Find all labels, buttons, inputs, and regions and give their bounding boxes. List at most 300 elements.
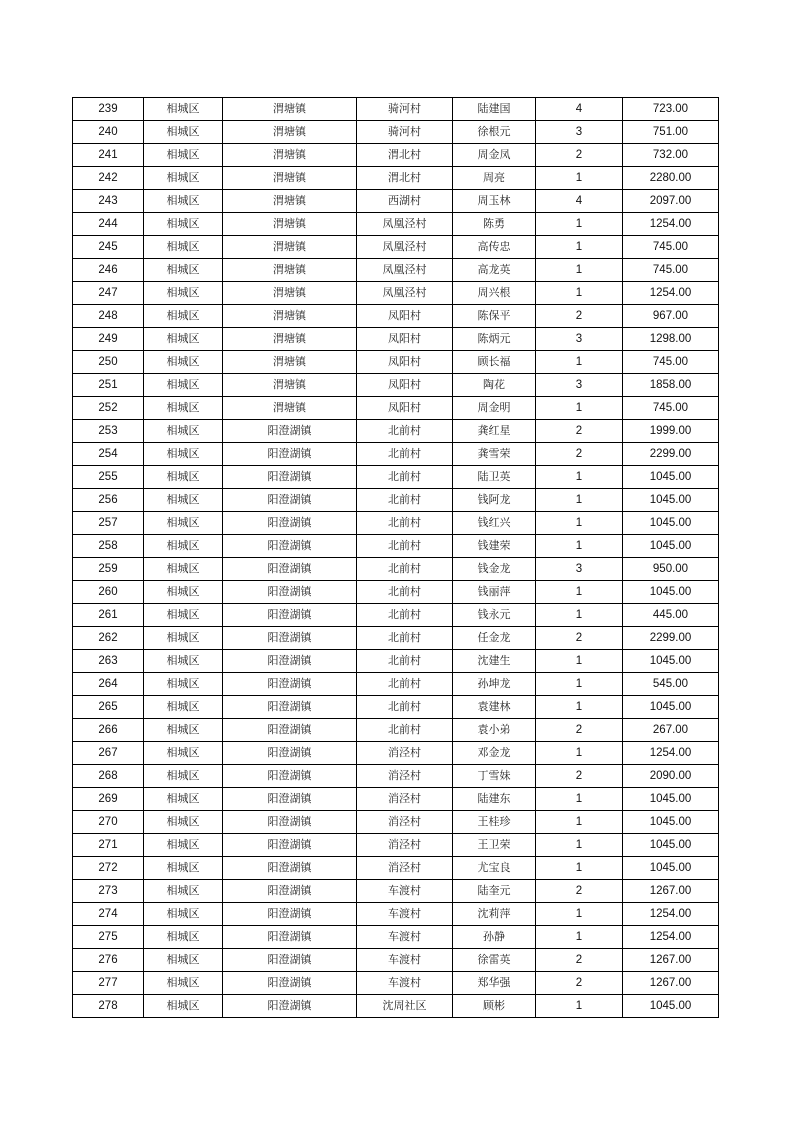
table-row bbox=[73, 98, 719, 121]
village-cell: 凤凰泾村 bbox=[357, 236, 453, 259]
row-number-cell: 274 bbox=[73, 903, 144, 926]
table-row bbox=[73, 466, 719, 489]
amount-cell: 1254.00 bbox=[623, 903, 719, 926]
amount-cell: 1045.00 bbox=[623, 788, 719, 811]
town-cell: 渭塘镇 bbox=[223, 397, 357, 420]
household-count-cell: 1 bbox=[536, 397, 623, 420]
household-count-cell: 3 bbox=[536, 121, 623, 144]
town-cell: 阳澄湖镇 bbox=[223, 834, 357, 857]
amount-cell: 745.00 bbox=[623, 236, 719, 259]
town-cell: 渭塘镇 bbox=[223, 328, 357, 351]
row-number-cell: 244 bbox=[73, 213, 144, 236]
town-cell: 渭塘镇 bbox=[223, 213, 357, 236]
household-count-cell: 1 bbox=[536, 788, 623, 811]
household-count-cell: 1 bbox=[536, 696, 623, 719]
town-cell: 渭塘镇 bbox=[223, 236, 357, 259]
amount-cell: 1045.00 bbox=[623, 857, 719, 880]
town-cell: 渭塘镇 bbox=[223, 167, 357, 190]
village-cell: 北前村 bbox=[357, 420, 453, 443]
amount-cell: 751.00 bbox=[623, 121, 719, 144]
amount-cell: 1254.00 bbox=[623, 926, 719, 949]
table-row bbox=[73, 121, 719, 144]
town-cell: 阳澄湖镇 bbox=[223, 880, 357, 903]
amount-cell: 1045.00 bbox=[623, 535, 719, 558]
district-cell: 相城区 bbox=[144, 466, 223, 489]
amount-cell: 723.00 bbox=[623, 98, 719, 121]
town-cell: 阳澄湖镇 bbox=[223, 512, 357, 535]
village-cell: 凤凰泾村 bbox=[357, 282, 453, 305]
amount-cell: 2097.00 bbox=[623, 190, 719, 213]
amount-cell: 1045.00 bbox=[623, 581, 719, 604]
row-number-cell: 258 bbox=[73, 535, 144, 558]
name-cell: 沈建生 bbox=[453, 650, 536, 673]
town-cell: 阳澄湖镇 bbox=[223, 903, 357, 926]
table-row bbox=[73, 742, 719, 765]
village-cell: 渭北村 bbox=[357, 144, 453, 167]
household-count-cell: 1 bbox=[536, 213, 623, 236]
district-cell: 相城区 bbox=[144, 397, 223, 420]
household-count-cell: 3 bbox=[536, 328, 623, 351]
town-cell: 渭塘镇 bbox=[223, 98, 357, 121]
household-count-cell: 2 bbox=[536, 880, 623, 903]
amount-cell: 1254.00 bbox=[623, 282, 719, 305]
row-number-cell: 268 bbox=[73, 765, 144, 788]
amount-cell: 1999.00 bbox=[623, 420, 719, 443]
amount-cell: 1254.00 bbox=[623, 742, 719, 765]
amount-cell: 1267.00 bbox=[623, 972, 719, 995]
table-row bbox=[73, 535, 719, 558]
row-number-cell: 247 bbox=[73, 282, 144, 305]
village-cell: 凤阳村 bbox=[357, 374, 453, 397]
household-count-cell: 1 bbox=[536, 926, 623, 949]
village-cell: 骑河村 bbox=[357, 121, 453, 144]
household-count-cell: 1 bbox=[536, 903, 623, 926]
district-cell: 相城区 bbox=[144, 995, 223, 1018]
village-cell: 北前村 bbox=[357, 535, 453, 558]
row-number-cell: 263 bbox=[73, 650, 144, 673]
table-row bbox=[73, 604, 719, 627]
household-count-cell: 1 bbox=[536, 604, 623, 627]
row-number-cell: 276 bbox=[73, 949, 144, 972]
table-row bbox=[73, 880, 719, 903]
district-cell: 相城区 bbox=[144, 374, 223, 397]
town-cell: 阳澄湖镇 bbox=[223, 466, 357, 489]
village-cell: 凤凰泾村 bbox=[357, 259, 453, 282]
district-cell: 相城区 bbox=[144, 880, 223, 903]
amount-cell: 732.00 bbox=[623, 144, 719, 167]
name-cell: 陶花 bbox=[453, 374, 536, 397]
table-row bbox=[73, 834, 719, 857]
district-cell: 相城区 bbox=[144, 351, 223, 374]
table-row bbox=[73, 305, 719, 328]
row-number-cell: 272 bbox=[73, 857, 144, 880]
village-cell: 北前村 bbox=[357, 581, 453, 604]
name-cell: 陆奎元 bbox=[453, 880, 536, 903]
table-row bbox=[73, 489, 719, 512]
name-cell: 周玉林 bbox=[453, 190, 536, 213]
row-number-cell: 259 bbox=[73, 558, 144, 581]
district-cell: 相城区 bbox=[144, 604, 223, 627]
name-cell: 钱永元 bbox=[453, 604, 536, 627]
table-row bbox=[73, 972, 719, 995]
name-cell: 徐根元 bbox=[453, 121, 536, 144]
household-count-cell: 1 bbox=[536, 673, 623, 696]
table-row bbox=[73, 926, 719, 949]
row-number-cell: 256 bbox=[73, 489, 144, 512]
town-cell: 阳澄湖镇 bbox=[223, 443, 357, 466]
amount-cell: 745.00 bbox=[623, 351, 719, 374]
village-cell: 消泾村 bbox=[357, 788, 453, 811]
amount-cell: 1298.00 bbox=[623, 328, 719, 351]
name-cell: 周兴根 bbox=[453, 282, 536, 305]
table-row bbox=[73, 374, 719, 397]
name-cell: 周金凤 bbox=[453, 144, 536, 167]
town-cell: 渭塘镇 bbox=[223, 282, 357, 305]
town-cell: 阳澄湖镇 bbox=[223, 742, 357, 765]
household-count-cell: 1 bbox=[536, 282, 623, 305]
name-cell: 王卫荣 bbox=[453, 834, 536, 857]
amount-cell: 1267.00 bbox=[623, 949, 719, 972]
name-cell: 任金龙 bbox=[453, 627, 536, 650]
amount-cell: 1858.00 bbox=[623, 374, 719, 397]
district-cell: 相城区 bbox=[144, 673, 223, 696]
amount-cell: 1045.00 bbox=[623, 466, 719, 489]
town-cell: 阳澄湖镇 bbox=[223, 627, 357, 650]
table-row bbox=[73, 213, 719, 236]
household-count-cell: 1 bbox=[536, 259, 623, 282]
row-number-cell: 252 bbox=[73, 397, 144, 420]
amount-cell: 2280.00 bbox=[623, 167, 719, 190]
household-count-cell: 4 bbox=[536, 98, 623, 121]
household-count-cell: 1 bbox=[536, 811, 623, 834]
district-cell: 相城区 bbox=[144, 903, 223, 926]
district-cell: 相城区 bbox=[144, 489, 223, 512]
district-cell: 相城区 bbox=[144, 512, 223, 535]
town-cell: 阳澄湖镇 bbox=[223, 719, 357, 742]
village-cell: 凤阳村 bbox=[357, 305, 453, 328]
district-cell: 相城区 bbox=[144, 236, 223, 259]
town-cell: 阳澄湖镇 bbox=[223, 811, 357, 834]
amount-cell: 1045.00 bbox=[623, 811, 719, 834]
household-count-cell: 4 bbox=[536, 190, 623, 213]
table-row bbox=[73, 696, 719, 719]
household-count-cell: 1 bbox=[536, 236, 623, 259]
district-cell: 相城区 bbox=[144, 650, 223, 673]
name-cell: 王桂珍 bbox=[453, 811, 536, 834]
table-row bbox=[73, 420, 719, 443]
table-row bbox=[73, 765, 719, 788]
town-cell: 阳澄湖镇 bbox=[223, 650, 357, 673]
name-cell: 尤宝良 bbox=[453, 857, 536, 880]
row-number-cell: 240 bbox=[73, 121, 144, 144]
name-cell: 周金明 bbox=[453, 397, 536, 420]
village-cell: 北前村 bbox=[357, 443, 453, 466]
village-cell: 消泾村 bbox=[357, 811, 453, 834]
district-cell: 相城区 bbox=[144, 765, 223, 788]
district-cell: 相城区 bbox=[144, 420, 223, 443]
name-cell: 孙坤龙 bbox=[453, 673, 536, 696]
row-number-cell: 246 bbox=[73, 259, 144, 282]
household-count-cell: 2 bbox=[536, 765, 623, 788]
town-cell: 阳澄湖镇 bbox=[223, 788, 357, 811]
household-count-cell: 1 bbox=[536, 167, 623, 190]
row-number-cell: 241 bbox=[73, 144, 144, 167]
household-count-cell: 2 bbox=[536, 420, 623, 443]
district-cell: 相城区 bbox=[144, 213, 223, 236]
district-cell: 相城区 bbox=[144, 581, 223, 604]
village-cell: 车渡村 bbox=[357, 880, 453, 903]
name-cell: 袁小弟 bbox=[453, 719, 536, 742]
household-count-cell: 2 bbox=[536, 627, 623, 650]
table-row bbox=[73, 144, 719, 167]
row-number-cell: 242 bbox=[73, 167, 144, 190]
table-row bbox=[73, 351, 719, 374]
village-cell: 车渡村 bbox=[357, 949, 453, 972]
district-cell: 相城区 bbox=[144, 811, 223, 834]
village-cell: 沈周社区 bbox=[357, 995, 453, 1018]
table-row bbox=[73, 949, 719, 972]
district-cell: 相城区 bbox=[144, 696, 223, 719]
household-count-cell: 2 bbox=[536, 949, 623, 972]
row-number-cell: 261 bbox=[73, 604, 144, 627]
row-number-cell: 250 bbox=[73, 351, 144, 374]
district-cell: 相城区 bbox=[144, 719, 223, 742]
table-row bbox=[73, 650, 719, 673]
village-cell: 北前村 bbox=[357, 696, 453, 719]
row-number-cell: 251 bbox=[73, 374, 144, 397]
household-count-cell: 1 bbox=[536, 857, 623, 880]
amount-cell: 2299.00 bbox=[623, 627, 719, 650]
amount-cell: 1045.00 bbox=[623, 489, 719, 512]
name-cell: 钱丽萍 bbox=[453, 581, 536, 604]
name-cell: 顾彬 bbox=[453, 995, 536, 1018]
household-count-cell: 1 bbox=[536, 650, 623, 673]
amount-cell: 1254.00 bbox=[623, 213, 719, 236]
district-cell: 相城区 bbox=[144, 742, 223, 765]
district-cell: 相城区 bbox=[144, 972, 223, 995]
amount-cell: 1045.00 bbox=[623, 995, 719, 1018]
table-row bbox=[73, 673, 719, 696]
town-cell: 渭塘镇 bbox=[223, 351, 357, 374]
name-cell: 钱金龙 bbox=[453, 558, 536, 581]
town-cell: 阳澄湖镇 bbox=[223, 949, 357, 972]
village-cell: 消泾村 bbox=[357, 834, 453, 857]
town-cell: 阳澄湖镇 bbox=[223, 604, 357, 627]
village-cell: 车渡村 bbox=[357, 972, 453, 995]
town-cell: 阳澄湖镇 bbox=[223, 926, 357, 949]
household-count-cell: 3 bbox=[536, 558, 623, 581]
village-cell: 北前村 bbox=[357, 466, 453, 489]
table-row bbox=[73, 811, 719, 834]
name-cell: 徐雷英 bbox=[453, 949, 536, 972]
row-number-cell: 239 bbox=[73, 98, 144, 121]
town-cell: 阳澄湖镇 bbox=[223, 696, 357, 719]
town-cell: 渭塘镇 bbox=[223, 121, 357, 144]
name-cell: 邓金龙 bbox=[453, 742, 536, 765]
household-count-cell: 2 bbox=[536, 443, 623, 466]
town-cell: 渭塘镇 bbox=[223, 144, 357, 167]
table-body bbox=[73, 98, 719, 1018]
name-cell: 陆建东 bbox=[453, 788, 536, 811]
district-cell: 相城区 bbox=[144, 144, 223, 167]
village-cell: 北前村 bbox=[357, 558, 453, 581]
name-cell: 郑华强 bbox=[453, 972, 536, 995]
row-number-cell: 262 bbox=[73, 627, 144, 650]
town-cell: 阳澄湖镇 bbox=[223, 857, 357, 880]
district-cell: 相城区 bbox=[144, 190, 223, 213]
row-number-cell: 245 bbox=[73, 236, 144, 259]
district-cell: 相城区 bbox=[144, 627, 223, 650]
table-row bbox=[73, 788, 719, 811]
village-cell: 消泾村 bbox=[357, 742, 453, 765]
name-cell: 钱阿龙 bbox=[453, 489, 536, 512]
village-cell: 凤阳村 bbox=[357, 397, 453, 420]
name-cell: 陈勇 bbox=[453, 213, 536, 236]
data-table bbox=[72, 97, 719, 1018]
amount-cell: 545.00 bbox=[623, 673, 719, 696]
household-count-cell: 2 bbox=[536, 305, 623, 328]
table-row bbox=[73, 167, 719, 190]
row-number-cell: 277 bbox=[73, 972, 144, 995]
village-cell: 消泾村 bbox=[357, 765, 453, 788]
town-cell: 渭塘镇 bbox=[223, 190, 357, 213]
table-row bbox=[73, 259, 719, 282]
name-cell: 钱红兴 bbox=[453, 512, 536, 535]
village-cell: 凤阳村 bbox=[357, 328, 453, 351]
name-cell: 沈莉萍 bbox=[453, 903, 536, 926]
amount-cell: 745.00 bbox=[623, 397, 719, 420]
name-cell: 陈保平 bbox=[453, 305, 536, 328]
village-cell: 北前村 bbox=[357, 604, 453, 627]
amount-cell: 1267.00 bbox=[623, 880, 719, 903]
table-row bbox=[73, 282, 719, 305]
row-number-cell: 249 bbox=[73, 328, 144, 351]
table-row bbox=[73, 236, 719, 259]
household-count-cell: 1 bbox=[536, 995, 623, 1018]
village-cell: 北前村 bbox=[357, 650, 453, 673]
row-number-cell: 266 bbox=[73, 719, 144, 742]
table-row bbox=[73, 512, 719, 535]
district-cell: 相城区 bbox=[144, 259, 223, 282]
village-cell: 北前村 bbox=[357, 719, 453, 742]
amount-cell: 267.00 bbox=[623, 719, 719, 742]
town-cell: 阳澄湖镇 bbox=[223, 558, 357, 581]
household-count-cell: 1 bbox=[536, 535, 623, 558]
district-cell: 相城区 bbox=[144, 121, 223, 144]
name-cell: 袁建林 bbox=[453, 696, 536, 719]
village-cell: 凤阳村 bbox=[357, 351, 453, 374]
row-number-cell: 257 bbox=[73, 512, 144, 535]
table-row bbox=[73, 558, 719, 581]
row-number-cell: 265 bbox=[73, 696, 144, 719]
amount-cell: 950.00 bbox=[623, 558, 719, 581]
name-cell: 丁雪妹 bbox=[453, 765, 536, 788]
village-cell: 凤凰泾村 bbox=[357, 213, 453, 236]
district-cell: 相城区 bbox=[144, 167, 223, 190]
row-number-cell: 267 bbox=[73, 742, 144, 765]
town-cell: 阳澄湖镇 bbox=[223, 972, 357, 995]
row-number-cell: 275 bbox=[73, 926, 144, 949]
household-count-cell: 1 bbox=[536, 489, 623, 512]
amount-cell: 1045.00 bbox=[623, 696, 719, 719]
household-count-cell: 2 bbox=[536, 972, 623, 995]
household-count-cell: 1 bbox=[536, 834, 623, 857]
name-cell: 陆卫英 bbox=[453, 466, 536, 489]
town-cell: 阳澄湖镇 bbox=[223, 581, 357, 604]
row-number-cell: 269 bbox=[73, 788, 144, 811]
row-number-cell: 273 bbox=[73, 880, 144, 903]
village-cell: 消泾村 bbox=[357, 857, 453, 880]
row-number-cell: 255 bbox=[73, 466, 144, 489]
table-row bbox=[73, 627, 719, 650]
name-cell: 周亮 bbox=[453, 167, 536, 190]
amount-cell: 745.00 bbox=[623, 259, 719, 282]
table-row bbox=[73, 903, 719, 926]
table-row bbox=[73, 995, 719, 1018]
district-cell: 相城区 bbox=[144, 328, 223, 351]
district-cell: 相城区 bbox=[144, 443, 223, 466]
row-number-cell: 253 bbox=[73, 420, 144, 443]
row-number-cell: 264 bbox=[73, 673, 144, 696]
town-cell: 渭塘镇 bbox=[223, 305, 357, 328]
village-cell: 车渡村 bbox=[357, 926, 453, 949]
district-cell: 相城区 bbox=[144, 949, 223, 972]
row-number-cell: 248 bbox=[73, 305, 144, 328]
name-cell: 高传忠 bbox=[453, 236, 536, 259]
town-cell: 阳澄湖镇 bbox=[223, 489, 357, 512]
town-cell: 阳澄湖镇 bbox=[223, 995, 357, 1018]
household-count-cell: 2 bbox=[536, 144, 623, 167]
household-count-cell: 1 bbox=[536, 581, 623, 604]
household-count-cell: 1 bbox=[536, 466, 623, 489]
household-count-cell: 1 bbox=[536, 351, 623, 374]
table-row bbox=[73, 190, 719, 213]
row-number-cell: 260 bbox=[73, 581, 144, 604]
amount-cell: 2299.00 bbox=[623, 443, 719, 466]
table-row bbox=[73, 719, 719, 742]
name-cell: 高龙英 bbox=[453, 259, 536, 282]
amount-cell: 1045.00 bbox=[623, 650, 719, 673]
amount-cell: 445.00 bbox=[623, 604, 719, 627]
village-cell: 北前村 bbox=[357, 489, 453, 512]
table-row bbox=[73, 397, 719, 420]
household-count-cell: 2 bbox=[536, 719, 623, 742]
town-cell: 阳澄湖镇 bbox=[223, 420, 357, 443]
village-cell: 渭北村 bbox=[357, 167, 453, 190]
name-cell: 龚红星 bbox=[453, 420, 536, 443]
row-number-cell: 243 bbox=[73, 190, 144, 213]
town-cell: 阳澄湖镇 bbox=[223, 535, 357, 558]
name-cell: 陆建国 bbox=[453, 98, 536, 121]
town-cell: 阳澄湖镇 bbox=[223, 673, 357, 696]
district-cell: 相城区 bbox=[144, 98, 223, 121]
district-cell: 相城区 bbox=[144, 926, 223, 949]
village-cell: 西湖村 bbox=[357, 190, 453, 213]
district-cell: 相城区 bbox=[144, 535, 223, 558]
table-row bbox=[73, 328, 719, 351]
village-cell: 北前村 bbox=[357, 673, 453, 696]
amount-cell: 1045.00 bbox=[623, 512, 719, 535]
town-cell: 渭塘镇 bbox=[223, 374, 357, 397]
household-count-cell: 1 bbox=[536, 512, 623, 535]
district-cell: 相城区 bbox=[144, 857, 223, 880]
row-number-cell: 278 bbox=[73, 995, 144, 1018]
town-cell: 阳澄湖镇 bbox=[223, 765, 357, 788]
table-row bbox=[73, 443, 719, 466]
name-cell: 陈炳元 bbox=[453, 328, 536, 351]
village-cell: 车渡村 bbox=[357, 903, 453, 926]
amount-cell: 2090.00 bbox=[623, 765, 719, 788]
